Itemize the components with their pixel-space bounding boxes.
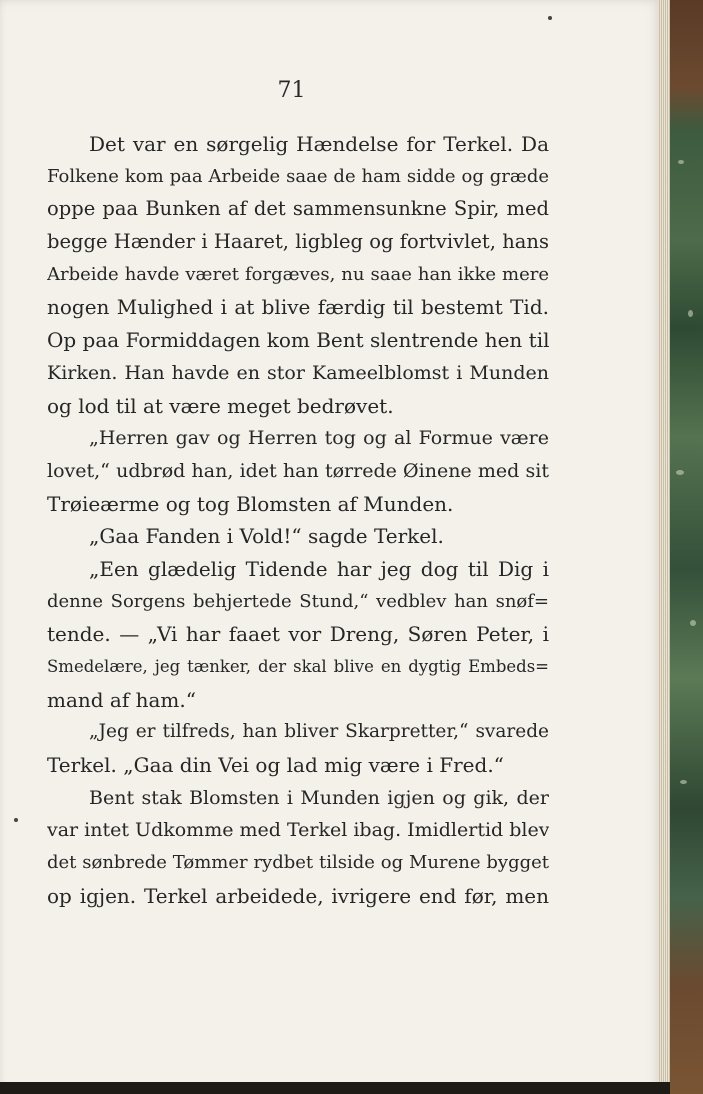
text-line: Det var en sørgelig Hændelse for Terkel. Da	[89, 132, 549, 156]
text-line: nogen Mulighed i at blive færdig til bestemt Tid.	[47, 295, 549, 320]
text-line: var intet Udkomme med Terkel ibag. Imidlertid blev	[47, 819, 549, 842]
text-line: op igjen. Terkel arbeidede, ivrigere end før, men	[47, 883, 549, 908]
ink-speck	[14, 818, 18, 822]
text-line: Terkel. „Gaa din Vei og lad mig være i Fred.“	[47, 753, 504, 778]
text-line: Kirken. Han havde en stor Kameelblomst i Munden	[47, 361, 549, 384]
text-line: og lod til at være meget bedrøvet.	[47, 393, 394, 418]
text-line: Bent stak Blomsten i Munden igjen og gik, der	[89, 786, 549, 809]
text-line: denne Sorgens behjertede Stund,“ vedblev han snøf=	[47, 590, 549, 612]
text-line: Folkene kom paa Arbeide saae de ham sidde og græde	[47, 165, 549, 187]
text-line: Op paa Formiddagen kom Bent slentrende hen til	[47, 328, 549, 353]
text-line: det sønbrede Tømmer rydbet tilside og Murene bygget	[47, 852, 549, 874]
text-line: begge Hænder i Haaret, ligbleg og fortvivlet, hans	[47, 230, 549, 254]
text-line: mand af ham.“	[47, 687, 196, 712]
page-edges	[658, 0, 670, 1094]
body-text	[47, 128, 549, 913]
page-number: 71	[277, 78, 306, 103]
text-line: oppe paa Bunken af det sammensunkne Spir, med	[47, 197, 549, 221]
text-line: Arbeide havde været forgæves, nu saae han ikke mere	[47, 263, 549, 285]
text-line: Trøieærme og tog Blomsten af Munden.	[47, 491, 454, 516]
text-line: „Jeg er tilfreds, han bliver Skarpretter,“ svarede	[89, 721, 549, 743]
text-line: lovet,“ udbrød han, idet han tørrede Øinene med sit	[47, 459, 549, 482]
marbled-book-cover	[670, 0, 703, 1094]
ink-speck	[548, 16, 552, 20]
text-line: Smedelære, jeg tænker, der skal blive en dygtig Embeds=	[47, 657, 549, 676]
text-line: „Herren gav og Herren tog og al Formue være	[89, 427, 549, 450]
text-line: tende. — „Vi har faaet vor Dreng, Søren Peter, i	[47, 622, 549, 647]
text-line: „Gaa Fanden i Vold!“ sagde Terkel.	[89, 524, 444, 549]
bottom-shadow	[0, 1082, 670, 1094]
text-line: „Een glædelig Tidende har jeg dog til Dig i	[89, 556, 549, 581]
